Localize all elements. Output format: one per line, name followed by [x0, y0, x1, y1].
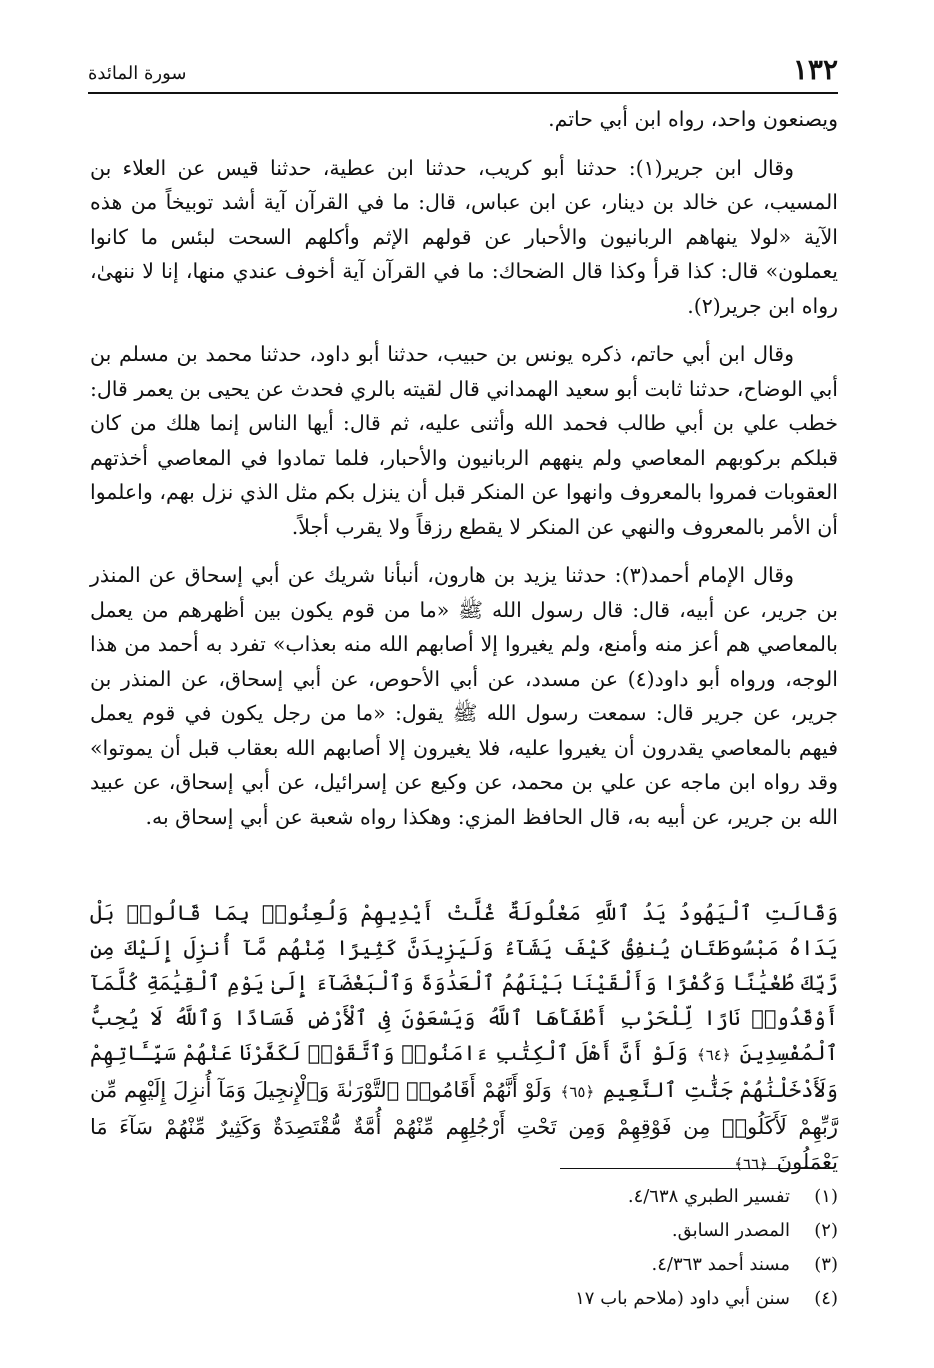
paragraph-3: وقال ابن أبي حاتم، ذكره يونس بن حبيب، حدثنا أبو داود، حدثنا محمد بن مسلم بن أبي الوضاح، حدثنا ثابت أبو سعيد الهمداني قال لقيته بالري فحدث عن يحيى بن يعمر قال: خطب علي بن أبي طالب فحمد الله وأثنى عليه، ثم قال: أيها الناس إنما هلك من كان قبلكم بركوبهم المعاصي ولم ينههم الربانيون والأحبار، فلما تمادوا في المعاصي أخذتهم العقوبات فمروا بالمعروف وانهوا عن المنكر قبل أن ينزل بكم مثل الذي نزل بهم، واعلموا أن الأمر بالمعروف والنهي عن المنكر لا يقطع رزقاً ولا يقرب أجلاً.	[90, 342, 838, 539]
ayah-64-marker: ﴿٦٤﴾	[696, 1046, 731, 1064]
footnote-text: سنن أبي داود (ملاحم باب ١٧	[575, 1288, 790, 1309]
ayah-65-number: ٦٥	[569, 1083, 586, 1101]
commentary-text	[90, 102, 838, 848]
paragraph-2: وقال ابن جرير(١): حدثنا أبو كريب، حدثنا ابن عطية، حدثنا قيس عن العلاء بن المسيب، عن خالد بن دينار، عن ابن عباس، قال: ما في القرآن آية أشد توبيخاً من هذه الآية «لولا ينهاهم الربانيون والأحبار عن قولهم الإثم وأكلهم السحت لبئس ما كانوا يعملون» قال: كذا قرأ وكذا قال الضحاك: ما في القرآن آية أخوف عندي منها، إنا لا ننهىٰ، رواه ابن جرير(٢).	[90, 155, 838, 318]
ayah-66-number: ٦٦	[743, 1155, 760, 1173]
ayah-66-marker: ﴿٦٦﴾	[734, 1155, 768, 1173]
footnote-4	[90, 1282, 838, 1316]
page-header	[88, 52, 838, 94]
ayah-64-text: وَقَالَتِ ٱلْيَهُودُ يَدُ ٱللَّهِ مَغْلُولَةٌ غُلَّتْ أَيْدِيهِمْ وَلُعِنُوا۟ بِمَا قَالُوا۟ بَلْ يَدَاهُ مَبْسُوطَتَانِ يُنفِقُ كَيْفَ يَشَآءُ وَلَيَزِيدَنَّ كَثِيرًا مِّنْهُم مَّآ أُنزِلَ إِلَيْكَ مِن رَّبِّكَ طُغْيَٰنًا وَكُفْرًا وَأَلْقَيْنَا بَيْنَهُمُ ٱلْعَدَٰوَةَ وَٱلْبَغْضَآءَ إِلَىٰ يَوْمِ ٱلْقِيَٰمَةِ كُلَّمَآ أَوْقَدُوا۟ نَارًا لِّلْحَرْبِ أَطْفَأَهَا ٱللَّهُ وَيَسْعَوْنَ فِى ٱلْأَرْضِ فَسَادًا وَٱللَّهُ لَا يُحِبُّ ٱلْمُفْسِدِينَ	[90, 901, 839, 1065]
footnote-1	[90, 1180, 838, 1214]
ayah-66-text: وَلَوْ أَنَّهُمْ أَقَامُوا۟ ٱلتَّوْرَىٰةَ وَٱلْإِنجِيلَ وَمَآ أُنزِلَ إِلَيْهِم مِّن رَّبِّهِمْ لَأَكَلُوا۟ مِن فَوْقِهِمْ وَمِن تَحْتِ أَرْجُلِهِم مِّنْهُمْ أُمَّةٌ مُّقْتَصِدَةٌ وَكَثِيرٌ مِّنْهُمْ سَآءَ مَا يَعْمَلُونَ	[90, 1078, 838, 1174]
surah-name: سورة المائدة	[88, 63, 187, 84]
footnote-3	[90, 1248, 838, 1282]
footnote-text: تفسير الطبري ٤/٦٣٨.	[627, 1186, 790, 1207]
footnote-number: (٢)	[814, 1220, 838, 1241]
quran-verses	[90, 896, 838, 1182]
paragraph-4: وقال الإمام أحمد(٣): حدثنا يزيد بن هارون، أنبأنا شريك عن أبي إسحاق عن المنذر بن جرير، عن أبيه، قال: قال رسول الله ﷺ «ما من قوم يكون بين أظهرهم من يعمل بالمعاصي هم أعز منه وأمنع، ولم يغيروا إلا أصابهم الله منه بعذاب» تفرد به أحمد من هذا الوجه، ورواه أبو داود(٤) عن مسدد، عن أبي الأحوص، عن أبي إسحاق، عن المنذر بن جرير، عن جرير قال: سمعت رسول الله ﷺ يقول: «ما من رجل يكون في قوم يعمل فيهم بالمعاصي يقدرون أن يغيروا عليه، فلا يغيرون إلا أصابهم الله بعقاب قبل أن يموتوا» وقد رواه ابن ماجه عن علي بن محمد، عن وكيع عن إسرائيل، عن أبي إسحاق، عن عبيد الله بن جرير، عن أبيه به، قال الحافظ المزي: وهكذا رواه شعبة عن أبي إسحاق به.	[90, 563, 838, 829]
ayah-64-number: ٦٤	[705, 1046, 722, 1064]
footnote-number: (٤)	[814, 1288, 838, 1309]
footnote-text: المصدر السابق.	[671, 1220, 790, 1241]
footnotes-divider	[560, 1168, 832, 1169]
page-number: ١٣٢	[792, 53, 838, 86]
footnotes	[90, 1180, 838, 1316]
footnote-2	[90, 1214, 838, 1248]
footnote-number: (١)	[814, 1186, 838, 1207]
footnote-number: (٣)	[814, 1254, 838, 1275]
footnote-text: مسند أحمد ٤/٣٦٣.	[651, 1254, 790, 1275]
ayah-65-marker: ﴿٦٥﴾	[560, 1083, 595, 1101]
paragraph-1: ويصنعون واحد، رواه ابن أبي حاتم.	[548, 107, 838, 131]
ayah-65-text: وَلَوْ أَنَّ أَهْلَ ٱلْكِتَٰبِ ءَامَنُوا۟ وَٱتَّقَوْا۟ لَكَفَّرْنَا عَنْهُمْ سَيِّـَٔاتِهِمْ وَلَأَدْخَلْنَٰهُمْ جَنَّٰتِ ٱلنَّعِيمِ	[90, 1041, 838, 1102]
